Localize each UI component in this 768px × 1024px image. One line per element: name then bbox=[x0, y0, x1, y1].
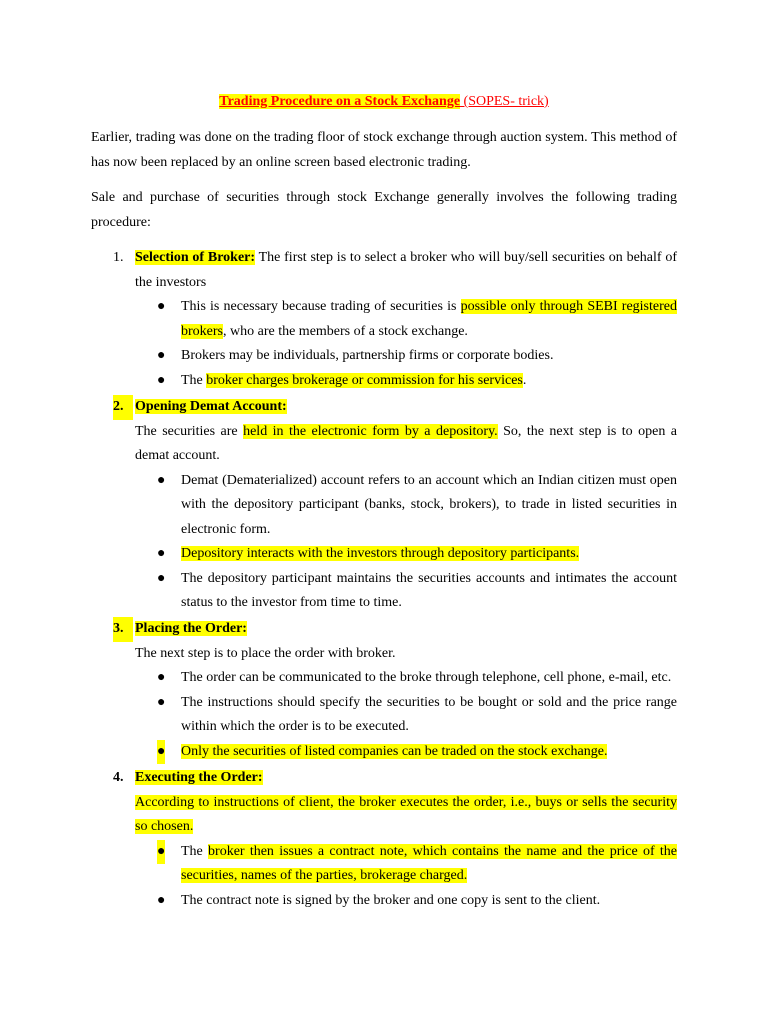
section-heading-line bbox=[135, 617, 677, 642]
section-number: 3. bbox=[113, 617, 133, 642]
title-main: Trading Procedure on a Stock Exchange bbox=[219, 94, 461, 109]
section-text-highlight: held in the electronic form by a depository. bbox=[243, 423, 498, 439]
list-item bbox=[135, 295, 677, 344]
bullet-highlight: Depository interacts with the investors through depository participants. bbox=[181, 546, 580, 561]
list-item bbox=[135, 666, 677, 691]
bullet-icon: ● bbox=[157, 348, 166, 363]
bullet-icon: ● bbox=[157, 740, 165, 765]
bullet-text: The bbox=[181, 372, 207, 388]
intro-paragraph-2: Sale and purchase of securities through stock Exchange generally involves the following trading procedure: bbox=[91, 190, 677, 230]
bullet-text: Demat (Dematerialized) account refers to an account which an Indian citizen must open with the depository participant (banks, stock, brokers), to trade in listed securities in electronic form. bbox=[181, 472, 677, 537]
list-item bbox=[135, 691, 677, 740]
bullet-text: Brokers may be individuals, partnership firms or corporate bodies. bbox=[181, 348, 554, 363]
section-selection-of-broker bbox=[91, 246, 677, 393]
section-executing-the-order bbox=[91, 766, 677, 913]
bullet-text: The bbox=[181, 843, 209, 859]
section-text-post: So, the next step is to open a demat account. bbox=[135, 423, 677, 463]
title-suffix: (SOPES- trick) bbox=[460, 94, 549, 109]
bullet-text: This is necessary because trading of securities is bbox=[181, 299, 461, 314]
bullet-icon: ● bbox=[157, 372, 166, 388]
section-number: 1. bbox=[113, 250, 124, 265]
bullet-highlight: broker charges brokerage or commission for his services bbox=[206, 372, 523, 388]
list-item bbox=[135, 567, 677, 616]
section-heading-line bbox=[135, 395, 677, 420]
section-heading: Selection of Broker: bbox=[135, 250, 256, 265]
list-item bbox=[135, 369, 677, 394]
list-item bbox=[135, 840, 677, 889]
bullet-list bbox=[135, 666, 677, 764]
bullet-icon: ● bbox=[157, 694, 166, 710]
page-title bbox=[0, 93, 768, 111]
section-heading: Opening Demat Account: bbox=[135, 399, 287, 414]
bullet-highlight: broker then issues a contract note, which contains the name and the price of the securities, names of the parties, brokerage charged. bbox=[181, 843, 678, 883]
section-number: 2. bbox=[113, 395, 133, 420]
bullet-text: The instructions should specify the securities to be bought or sold and the price range within which the order is to be executed. bbox=[181, 694, 677, 734]
bullet-icon: ● bbox=[157, 546, 166, 561]
section-text bbox=[135, 791, 677, 840]
section-text: The next step is to place the order with broker. bbox=[135, 645, 396, 661]
bullet-icon: ● bbox=[157, 892, 166, 908]
bullet-highlight: possible only through SEBI registered brokers bbox=[181, 299, 677, 339]
section-text: The first step is to select a broker who will buy/sell securities on behalf of the investors bbox=[135, 250, 677, 290]
bullet-icon: ● bbox=[157, 670, 166, 685]
section-heading-line bbox=[135, 766, 677, 791]
list-item bbox=[135, 740, 677, 765]
bullet-icon: ● bbox=[157, 299, 166, 314]
section-opening-demat-account bbox=[91, 395, 677, 616]
list-item bbox=[135, 344, 677, 369]
bullet-text: The order can be communicated to the broke through telephone, cell phone, e-mail, etc. bbox=[181, 670, 672, 685]
bullet-text-end: . bbox=[522, 372, 527, 388]
section-text-pre: The securities are bbox=[135, 423, 244, 439]
intro-paragraph-1: Earlier, trading was done on the trading floor of stock exchange through auction system. This method of has now been replaced by an online screen based electronic trading. bbox=[91, 130, 677, 170]
section-heading: Executing the Order: bbox=[135, 770, 263, 785]
bullet-list bbox=[135, 840, 677, 914]
bullet-highlight: Only the securities of listed companies can be traded on the stock exchange. bbox=[181, 743, 608, 759]
section-intro bbox=[135, 246, 677, 295]
bullet-list bbox=[135, 469, 677, 616]
list-item bbox=[135, 469, 677, 543]
section-heading: Placing the Order: bbox=[135, 621, 247, 636]
section-text-highlight: According to instructions of client, the broker executes the order, i.e., buys or sells the security so chosen. bbox=[135, 794, 677, 834]
list-item bbox=[135, 542, 677, 567]
bullet-text: The contract note is signed by the broker and one copy is sent to the client. bbox=[181, 892, 601, 908]
section-placing-the-order bbox=[91, 617, 677, 764]
bullet-list bbox=[135, 295, 677, 393]
section-text bbox=[135, 420, 677, 469]
bullet-icon: ● bbox=[157, 472, 166, 488]
bullet-icon: ● bbox=[157, 570, 166, 586]
bullet-icon: ● bbox=[157, 840, 165, 865]
list-item bbox=[135, 889, 677, 914]
bullet-text: The depository participant maintains the securities accounts and intimates the account status to the investor from time to time. bbox=[181, 570, 677, 610]
section-number: 4. bbox=[113, 770, 124, 785]
bullet-text-end: , who are the members of a stock exchange. bbox=[223, 323, 468, 339]
